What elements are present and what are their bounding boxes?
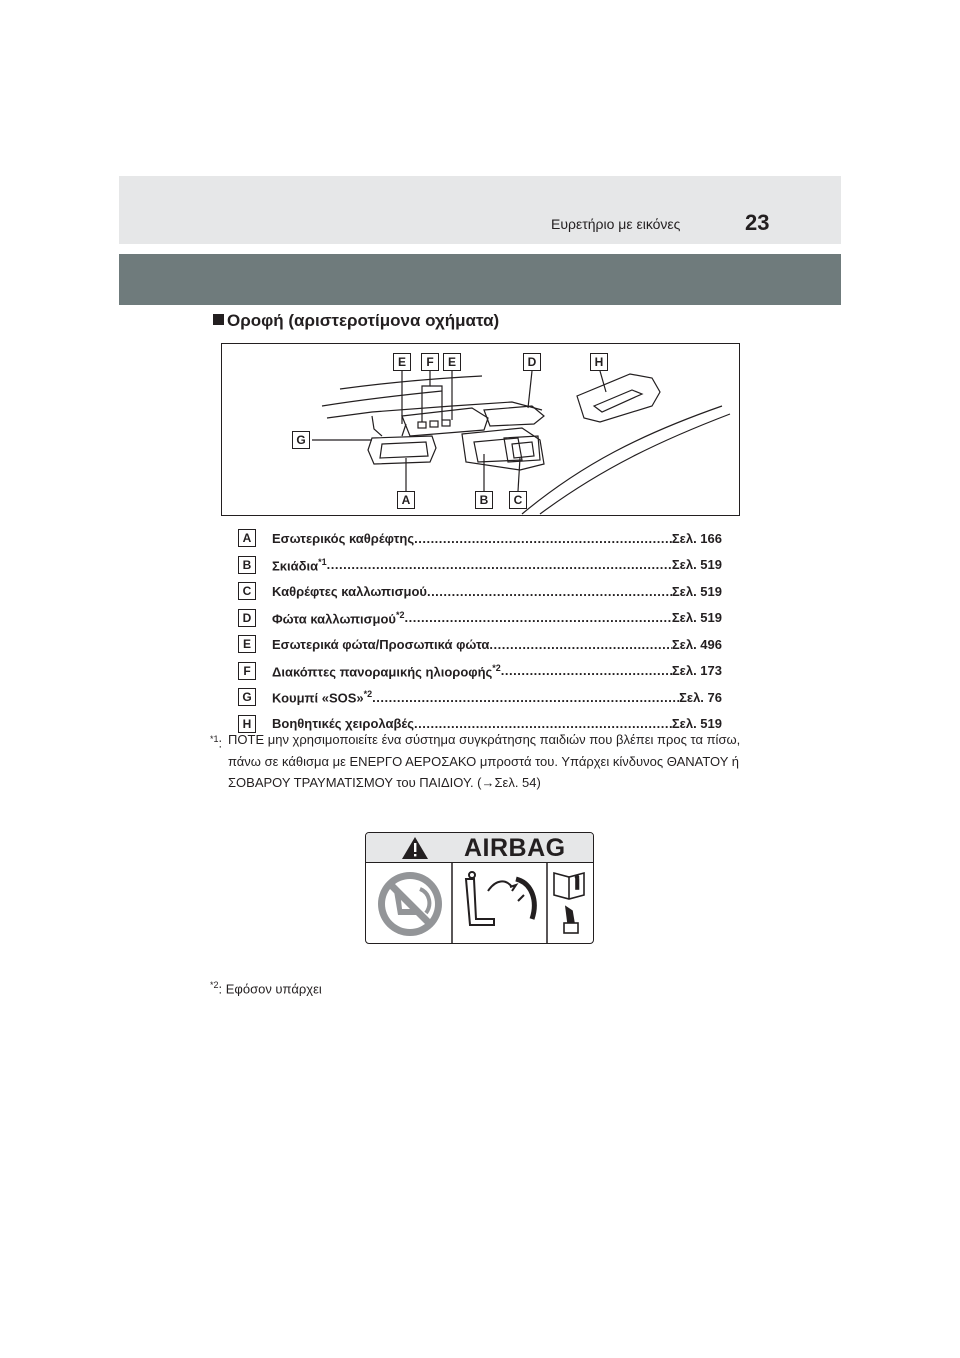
footnote-2	[210, 980, 322, 996]
callout-e-left: E	[393, 353, 411, 371]
footnote-marker: *2	[395, 609, 405, 620]
warning-triangle-icon	[402, 837, 428, 859]
callout-b: B	[475, 491, 493, 509]
page-number: 23	[745, 210, 770, 235]
callout-e-right: E	[443, 353, 461, 371]
leader-dots	[405, 610, 672, 625]
legend-item-a	[238, 525, 722, 552]
page-ref-link[interactable]: Σελ. 519	[671, 716, 722, 732]
footnote-2-text: : Εφόσον υπάρχει	[218, 981, 322, 997]
legend-item-g	[238, 684, 722, 711]
leader-dots	[427, 584, 672, 599]
legend-key: F	[238, 662, 256, 680]
callout-a: A	[397, 491, 415, 509]
page-ref-link[interactable]: Σελ. 76	[679, 689, 722, 705]
roof-diagram	[221, 343, 740, 516]
page-ref-link[interactable]: Σελ. 173	[671, 663, 722, 679]
footnote-1	[210, 729, 745, 794]
leader-dots	[414, 531, 672, 546]
legend-key: G	[238, 688, 256, 706]
legend-key: H	[238, 715, 256, 733]
legend-label: Εσωτερικός καθρέφτης	[272, 530, 415, 546]
airbag-deploy-icon	[466, 872, 534, 925]
page-ref-link[interactable]: Σελ. 166	[671, 530, 722, 546]
legend-key: A	[238, 529, 256, 547]
legend-key: D	[238, 609, 256, 627]
footnote-marker: *2	[492, 662, 501, 673]
legend-item-c	[238, 578, 722, 605]
page-ref-link[interactable]: Σελ. 519	[671, 557, 722, 573]
page-ref-link[interactable]: Σελ. 496	[671, 636, 722, 652]
header-band	[119, 176, 841, 244]
page-ref-link[interactable]: Σελ. 519	[671, 610, 722, 626]
leader-dots	[327, 557, 672, 572]
legend-key: E	[238, 635, 256, 653]
legend-label: Καθρέφτες καλλωπισμού	[272, 583, 427, 599]
legend-key: B	[238, 556, 256, 574]
callout-h: H	[590, 353, 608, 371]
legend-label: Κουμπί «SOS»$^{*2}$	[272, 689, 373, 706]
footnote-1-text: ΠΟΤΕ μην χρησιμοποιείτε ένα σύστημα συγκράτησης παιδιών που βλέπει προς τα πίσω, πάνω σε κάθισμα με ΕΝΕΡΓΟ ΑΕΡΟΣΑΚΟ μπροστά του. Υπάρχει κίνδυνος ΘΑΝΑΤΟΥ ή ΣΟΒΑΡΟΥ ΤΡΑΥΜΑΤΙΣΜΟΥ του ΠΑΙΔΙΟΥ. (→Σελ. 54)	[228, 732, 741, 790]
footnote-marker: *1	[318, 556, 327, 567]
legend-label: Εσωτερικά φώτα/Προσωπικά φώτα	[272, 636, 490, 652]
airbag-label-art	[366, 833, 594, 944]
section-title-text: Οροφή (αριστεροτίμονα οχήματα)	[227, 311, 500, 330]
callout-c: C	[509, 491, 527, 509]
callout-d: D	[523, 353, 541, 371]
page-ref-link[interactable]: Σελ. 519	[671, 583, 722, 599]
airbag-word: AIRBAG	[464, 834, 566, 862]
airbag-warning-label	[365, 832, 594, 944]
legend-item-d	[238, 605, 722, 632]
leader-dots	[501, 663, 672, 678]
footnote-marker: *2	[363, 689, 373, 700]
section-title	[213, 311, 499, 331]
component-legend	[238, 525, 722, 737]
legend-label: Βοηθητικές χειρολαβές	[272, 716, 415, 732]
legend-item-f	[238, 658, 722, 685]
legend-item-b	[238, 552, 722, 579]
chapter-title: Ευρετήριο με εικόνες	[551, 216, 681, 232]
callout-g: G	[292, 431, 310, 449]
footnote-2-marker: *2	[210, 980, 219, 990]
header-bar	[119, 254, 841, 305]
leader-dots	[372, 690, 679, 705]
legend-item-e	[238, 631, 722, 658]
read-manual-icon	[554, 873, 584, 933]
legend-label: Σκιάδια$^{*1}$	[272, 556, 327, 573]
no-rear-facing-child-seat-icon	[378, 872, 442, 936]
legend-label: Φώτα καλλωπισμού$^{*2}$	[272, 609, 405, 626]
callout-f: F	[421, 353, 439, 371]
leader-dots	[489, 637, 671, 652]
legend-label: Διακόπτες πανοραμικής ηλιοροφής$^{*2}$	[272, 662, 501, 679]
footnote-1-marker: $^{*1}$:	[210, 734, 223, 751]
legend-key: C	[238, 582, 256, 600]
square-bullet-icon	[213, 314, 224, 325]
